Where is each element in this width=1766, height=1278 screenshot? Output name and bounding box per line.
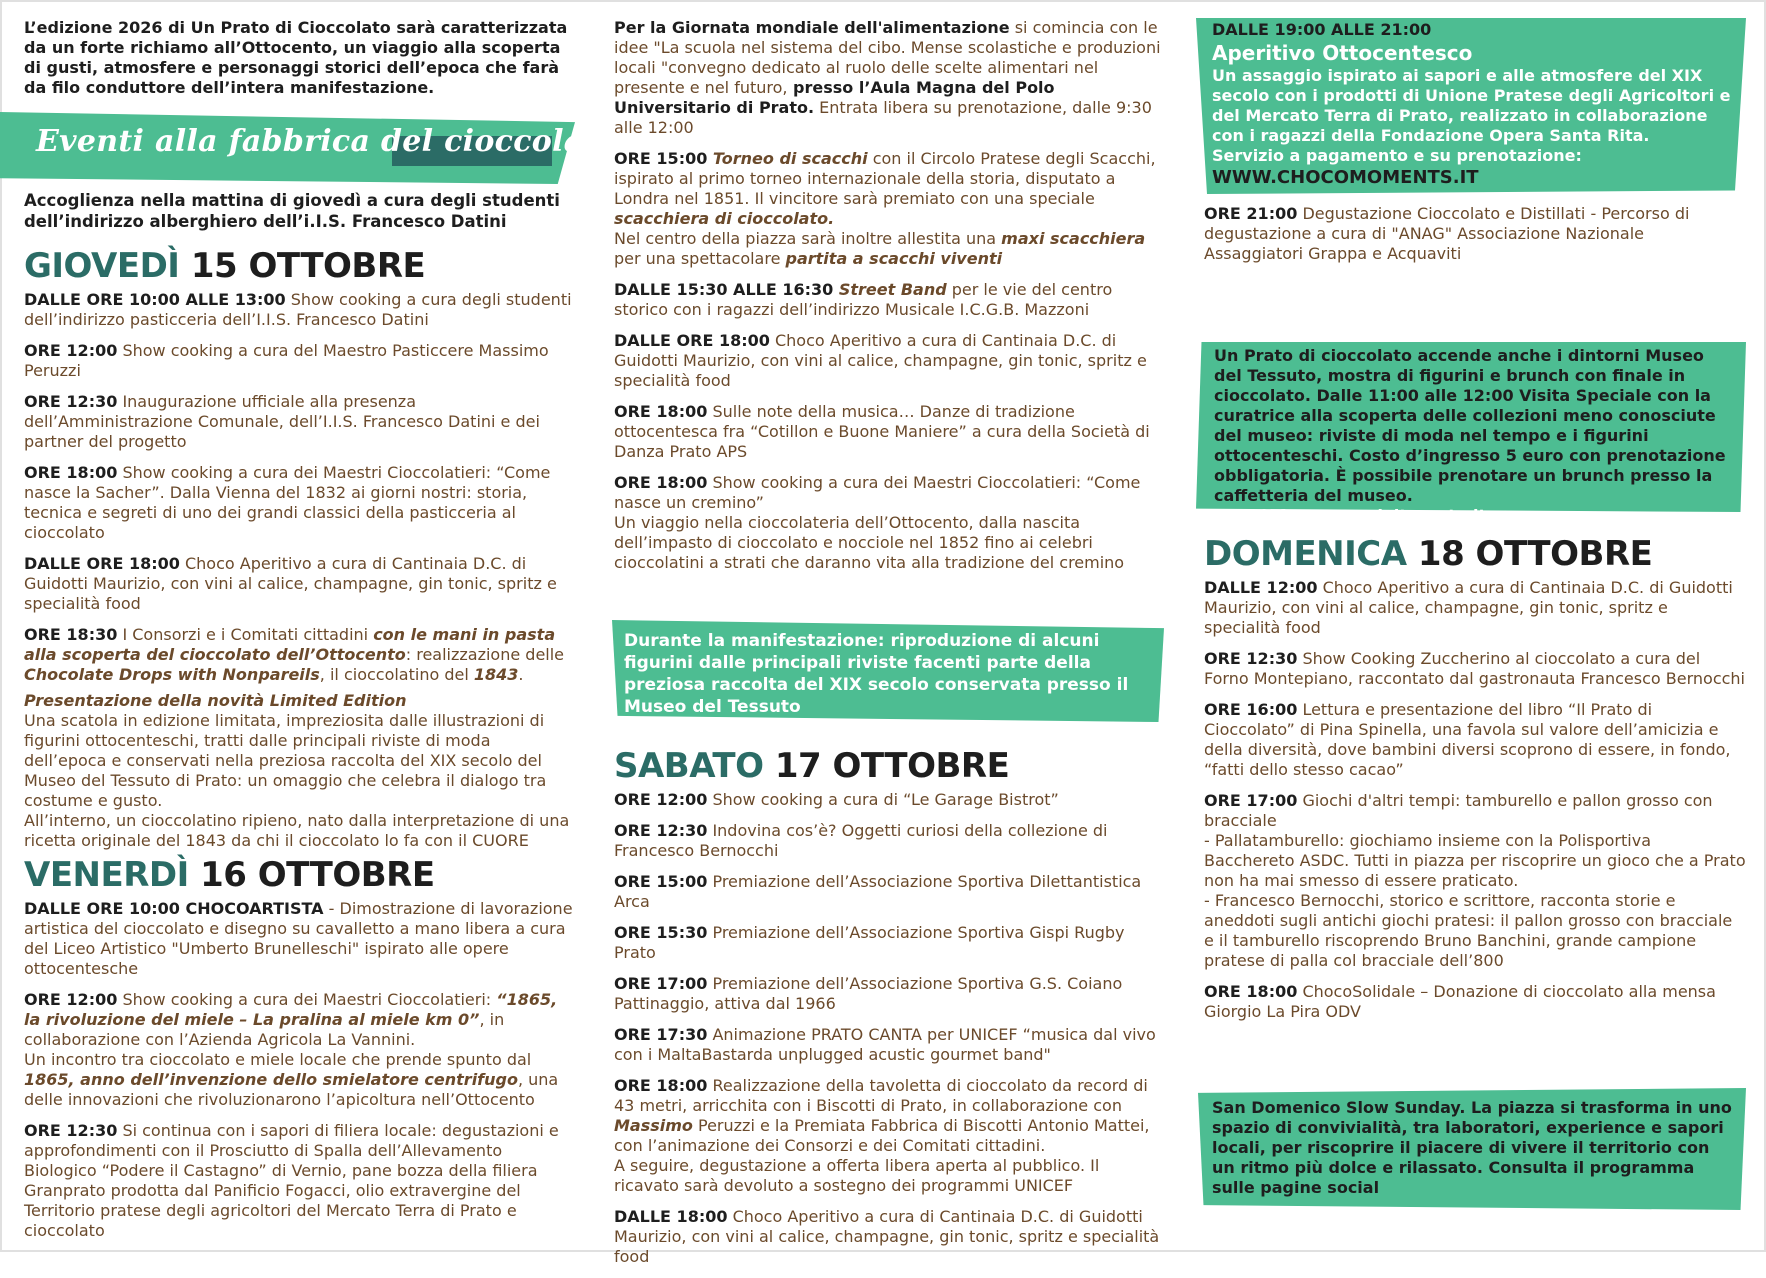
event-item [24,341,576,381]
day-name: SABATO [614,746,764,786]
event-item [1204,982,1746,1022]
aperitivo-content [1212,20,1732,190]
event-desc: Choco Aperitivo a cura di Cantinaia D.C. di Guidotti Maurizio, con vini al calice, champagne, gin tonic, spritz e specialità food [24,554,557,613]
event-item [24,1121,576,1241]
event-item [24,290,576,330]
banner-title [36,124,618,159]
event-desc: Premiazione dell’Associazione Sportiva Gispi Rugby Prato [614,923,1125,962]
event-emphasis: partita a scacchi viventi [785,249,1003,268]
event-item [24,691,576,851]
event-item [1204,204,1744,264]
event-time: ORE 15:00 [614,872,708,891]
event-desc: Premiazione dell’Associazione Sportiva G.S. Coiano Pattinaggio, attiva dal 1966 [614,974,1123,1013]
event-desc: per una spettacolare [614,249,786,268]
event-desc: - Dimostrazione di lavorazione artistica del cioccolato e disegno su cavalletto a mano libera a cura del Liceo Artistico "Umberto Brunelleschi" ispirato alle opere ottocentesche [24,899,573,978]
event-desc: si comincia con le idee "La scuola nel sistema del cibo. Mense scolastiche e produzioni locali "convegno dedicato al ruolo delle scelte alimentari nel presente e nel futuro, [614,18,1161,97]
event-time: ORE 17:00 [1204,791,1298,810]
event-time: ORE 16:00 [1204,700,1298,719]
event-time: DALLE ORE 10:00 [24,899,180,918]
aperitivo-title: Aperitivo Ottocentesco [1212,41,1473,65]
event-emphasis: Torneo di scacchi [707,149,868,168]
event-item [614,280,1166,320]
event-item [614,1076,1166,1196]
event-desc: I Consorzi e i Comitati cittadini [117,625,374,644]
day-heading-saturday [614,746,1166,786]
event-desc: Entrata libera su prenotazione, dalle 9:30 alle 12:00 [614,98,1152,137]
event-item [614,923,1166,963]
event-item [24,463,576,543]
event-desc: Indovina cos’è? Oggetti curiosi della collezione di Francesco Bernocchi [614,821,1108,860]
event-desc: Degustazione Cioccolato e Distillati - Percorso di degustazione a cura di "ANAG" Associazione Nazionale Assaggiatori Grappa e Acquaviti [1204,204,1690,263]
event-item [614,402,1166,462]
event-emphasis: Massimo [614,1116,693,1135]
day-name: GIOVEDÌ [24,246,180,286]
event-item [614,974,1166,1014]
event-time: DALLE 12:00 [1204,578,1318,597]
event-item [614,1025,1166,1065]
event-item [614,790,1166,810]
event-desc: Show cooking a cura dei Maestri Cioccolatieri: “Come nasce un cremino” [614,473,1141,512]
day-name: DOMENICA [1204,534,1407,574]
manifestation-text: Durante la manifestazione: riproduzione di alcuni figurini dalle principali riviste facenti parte della preziosa raccolta del XIX secolo conservata presso il Museo del Tessuto [624,631,1129,717]
aperitivo-time: DALLE 19:00 ALLE 21:00 [1212,20,1432,39]
day-date: 16 OTTOBRE [200,855,435,895]
intro-text: L’edizione 2026 di Un Prato di Cioccolato sarà caratterizzata da un forte richiamo all’Ottocento, un viaggio alla scoperta di gusti, atmosfere e personaggi storici dell’epoca che farà da filo conduttore dell’intera manifestazione. [24,18,568,97]
event-emphasis: maxi scacchiera [1001,229,1146,248]
event-time: ORE 17:00 [614,974,708,993]
event-desc: Choco Aperitivo a cura di Cantinaia D.C. di Guidotti Maurizio, con vini al calice, champagne, gin tonic, spritz e specialità food [614,331,1147,390]
event-time: ORE 18:00 [24,463,118,482]
event-time: ORE 12:00 [24,990,118,1009]
event-item [614,1207,1166,1267]
event-time: ORE 12:30 [614,821,708,840]
day-date: 17 OTTOBRE [774,746,1010,786]
event-emphasis: Chocolate Drops with Nonpareils [24,665,320,684]
aperitivo-text-2: Servizio a pagamento e su prenotazione: [1212,146,1582,165]
event-time: ORE 18:00 [614,473,708,492]
event-time: DALLE ORE 18:00 [24,554,180,573]
event-time: ORE 15:00 [614,149,708,168]
event-desc: Un viaggio nella cioccolateria dell’Ottocento, dalla nascita dell’impasto di cioccolato e nocciole nel 1852 fino ai celebri cioccolatini a strati che daranno vita alla tradizione del cremino [614,513,1125,572]
day-name: VENERDÌ [24,855,189,895]
sunday-section [1204,534,1746,1033]
event-item [614,331,1166,391]
event-desc: - Francesco Bernocchi, storico e scrittore, racconta storie e aneddoti sugli antichi giochi pratesi: il pallon grosso con bracciale e il tamburello riscoprendo Bruno Banchini, grande campione pratese di palla col bracciale dell’800 [1204,891,1733,970]
saturday-section [614,746,1166,1278]
event-desc: Show cooking a cura del Maestro Pasticcere Massimo Peruzzi [24,341,549,380]
event-item [24,899,576,979]
event-item [1204,791,1746,971]
event-emphasis: Street Band [833,280,947,299]
event-desc: Sulle note della musica… Danze di tradizione ottocentesca fra “Cotillon e Buone Maniere” a cura della Società di Danza Prato APS [614,402,1150,461]
event-item [614,821,1166,861]
event-time: ORE 12:30 [24,392,118,411]
event-desc: Inaugurazione ufficiale alla presenza dell’Amministrazione Comunale, dell’I.I.S. Francesco Datini e dei partner del progetto [24,392,540,451]
event-desc: Un incontro tra cioccolato e miele locale che prende spunto dal [24,1050,532,1069]
museum-content [1214,346,1734,526]
banner-title-b: cioccolato [444,124,618,159]
event-desc: , il cioccolatino del [319,665,474,684]
event-emphasis: 1865, anno dell’invenzione dello smielatore centrifugo [24,1070,518,1089]
event-time: ORE 12:00 [614,790,708,809]
event-desc: con il Circolo Pratese degli Scacchi, ispirato al primo torneo internazionale della storia, disputato a Londra nel 1851. Il vincitore sarà premiato con una speciale [614,149,1156,208]
event-desc: Choco Aperitivo a cura di Cantinaia D.C. di Guidotti Maurizio, con vini al calice, champagne, gin tonic, spritz e specialità food [1204,578,1733,637]
event-desc: Lettura e presentazione del libro “Il Prato di Cioccolato” di Pina Spinella, una favola sul valore dell’amicizia e della diversità, dove bambini diversi scoprono di essere, in fondo, “fatti dello stesso cacao” [1204,700,1731,779]
event-time: ORE 21:00 [1204,204,1298,223]
event-desc: A seguire, degustazione a offerta libera aperta al pubblico. Il ricavato sarà devoluto a sostegno dei programmi UNICEF [614,1156,1100,1195]
event-time: ORE 17:30 [614,1025,708,1044]
event-time: ORE 18:30 [24,625,118,644]
event-time: DALLE 15:30 ALLE 16:30 [614,280,834,299]
event-desc: , una delle innovazioni che rivoluzionarono l’apicoltura nell’Ottocento [24,1070,559,1109]
event-desc: Peruzzi e la Premiata Fabbrica di Biscotti Antonio Mattei, con l’animazione dei Consorzi e dei Comitati cittadini. [614,1116,1150,1155]
event-item [24,554,576,614]
limited-edition-desc-2: All’interno, un cioccolatino ripieno, nato dalla interpretazione di una ricetta originale del 1843 da chi il cioccolato lo fa con il CUORE [24,811,570,850]
day-heading-friday [24,855,576,895]
limited-edition-title: Presentazione della novità Limited Edition [24,691,407,710]
thursday-section [24,246,576,1252]
event-time: ORE 12:00 [24,341,118,360]
saturday-evening [1204,204,1744,275]
event-time: DALLE ORE 10:00 ALLE 13:00 [24,290,286,309]
event-desc: ChocoSolidale – Donazione di cioccolato alla mensa Giorgio La Pira ODV [1204,982,1716,1021]
event-time: ORE 12:30 [24,1121,118,1140]
event-desc: Show cooking a cura dei Maestri Cioccolatieri: [117,990,497,1009]
event-emphasis: scacchiera di cioccolato. [614,209,835,228]
event-time: DALLE 18:00 [614,1207,728,1226]
event-emphasis: 1843 [473,665,519,684]
aperitivo-site-link[interactable]: WWW.CHOCOMOMENTS.IT [1212,167,1479,188]
event-bold: CHOCOARTISTA [179,899,324,918]
event-desc: Giochi d'altri tempi: tamburello e pallon grosso con bracciale [1204,791,1713,830]
day-heading-thursday [24,246,576,286]
event-item [614,18,1166,138]
event-item [1204,649,1746,689]
day-date: 18 OTTOBRE [1417,534,1653,574]
event-item: ORE 18:30 I Consorzi e i Comitati cittadini con le mani in pasta alla scoperta del cioccolato dell’Ottocento: realizzazione delle Chocolate Drops with Nonpareils, il cioccolatino del 1843. [24,625,565,684]
museum-info: Info: info@museodeltessuto.it [1214,506,1487,525]
event-desc: Show cooking a cura degli studenti dell’indirizzo pasticceria dell’I.I.S. Francesco Datini [24,290,572,329]
event-time: DALLE ORE 18:00 [614,331,770,350]
limited-edition-desc: Una scatola in edizione limitata, impreziosita dalle illustrazioni di figurini ottocenteschi, tratti dalle principali riviste di moda dell’epoca e conservati nella preziosa raccolta del XIX secolo del Museo del Tessuto di Prato: un omaggio che celebra il dialogo tra costume e gusto. [24,711,547,810]
event-time: ORE 12:30 [1204,649,1298,668]
event-desc: Realizzazione della tavoletta di cioccolato da record di 43 metri, arricchita con i Biscotti di Prato, in collaborazione con [614,1076,1148,1115]
event-item [1204,700,1746,780]
event-desc: Show Cooking Zuccherino al cioccolato a cura del Forno Montepiano, raccontato dal gastronauta Francesco Bernocchi [1204,649,1745,688]
aperitivo-text: Un assaggio ispirato ai sapori e alle atmosfere del XIX secolo con i prodotti di Unione Pratese degli Agricoltori e del Mercato Terra di Prato, realizzato in collaborazione con i ragazzi della Fondazione Opera Santa Rita. [1212,66,1731,145]
event-desc: : realizzazione delle [405,645,565,664]
event-emphasis: con le mani in pasta alla scoperta del cioccolato dell’Ottocento [24,625,556,664]
day-date: 15 OTTOBRE [190,246,426,286]
event-desc: per le vie del centro storico con i ragazzi dell’indirizzo Musicale I.C.G.B. Mazzoni [614,280,1113,319]
event-time: ORE 18:00 [614,402,708,421]
event-item [24,990,576,1110]
event-desc: , in collaborazione con l’Azienda Agricola La Vannini. [24,1010,505,1049]
banner-title-a: Eventi alla fabbrica del [36,124,445,159]
museum-text: Un Prato di cioccolato accende anche i dintorni Museo del Tessuto, mostra di figurini e brunch con finale in cioccolato. Dalle 11:00 alle 12:00 Visita Speciale con la curatrice alla scoperta delle collezioni meno conosciute del museo: riviste di moda nel tempo e i figurini ottocenteschi. Costo d’ingresso 5 euro con prenotazione obbligatoria. È possibile prenotare un brunch presso la caffetteria del museo. [1214,346,1726,505]
friday-afternoon-section [614,18,1166,584]
event-item [614,149,1166,269]
slow-sunday-text: San Domenico Slow Sunday. La piazza si trasforma in uno spazio di convivialità, tra laboratori, experience e sapori locali, per riscoprire il piacere di vivere il territorio con un ritmo più dolce e rilassato. Consulta il programma sulle pagine social [1212,1098,1732,1197]
event-desc: Show cooking a cura dei Maestri Cioccolatieri: “Come nasce la Sacher”. Dalla Vienna del 1832 ai giorni nostri: storia, tecnica e segreti di uno dei grandi classici della pasticceria al cioccolato [24,463,551,542]
event-desc: Animazione PRATO CANTA per UNICEF “musica dal vivo con i MaltaBastarda unplugged acustic gourmet band" [614,1025,1156,1064]
event-desc: Si continua con i sapori di filiera locale: degustazioni e approfondimenti con il Prosciutto di Spalla dell’Allevamento Biologico “Podere il Castagno” di Vernio, pane bozza della filiera Granprato prodotta dal Panificio Fogacci, olio extravergine del Territorio pratese degli agricoltori del Mercato Terra di Prato e cioccolato [24,1121,559,1240]
event-bold: Per la Giornata mondiale dell'alimentazione [614,18,1010,37]
event-desc: Nel centro della piazza sarà inoltre allestita una [614,229,1002,248]
event-bold: presso l’Aula Magna del Polo Universitario di Prato. [614,78,1055,117]
event-item [24,392,576,452]
event-item [614,473,1166,573]
event-time: ORE 15:30 [614,923,708,942]
event-item [614,872,1166,912]
event-item [1204,578,1746,638]
event-desc: - Pallatamburello: giochiamo insieme con la Polisportiva Bacchereto ASDC. Tutti in piazza per riscoprire un gioco che a Prato non ha mai smesso di essere praticato. [1204,831,1746,890]
welcome-note: Accoglienza nella mattina di giovedì a cura degli studenti dell’indirizzo alberghiero dell’i.I.S. Francesco Datini [24,191,560,231]
event-desc: Premiazione dell’Associazione Sportiva Dilettantistica Arca [614,872,1142,911]
event-time: ORE 18:00 [614,1076,708,1095]
event-time: ORE 18:00 [1204,982,1298,1001]
event-desc: Choco Aperitivo a cura di Cantinaia D.C. di Guidotti Maurizio, con vini al calice, champagne, gin tonic, spritz e specialità food [614,1207,1160,1266]
event-emphasis: “1865, la rivoluzione del miele – La pralina al miele km 0” [24,990,558,1029]
event-desc: Show cooking a cura di “Le Garage Bistrot” [707,790,1059,809]
day-heading-sunday [1204,534,1746,574]
